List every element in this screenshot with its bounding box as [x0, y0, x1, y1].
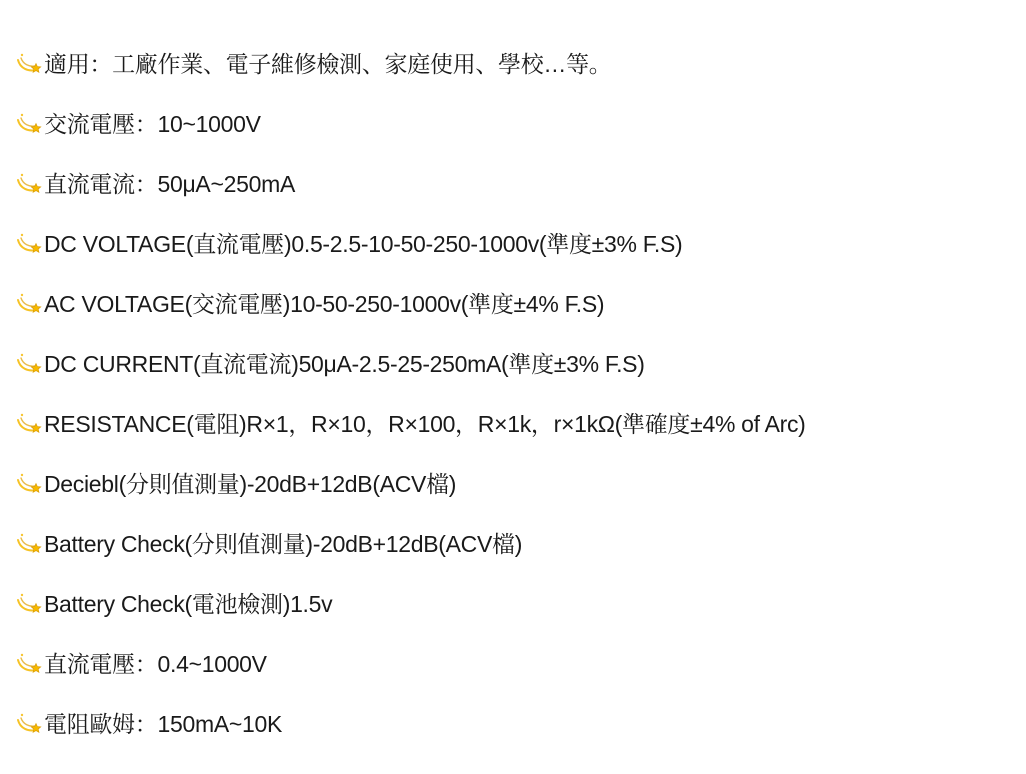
spec-item [14, 512, 1014, 572]
spec-item [14, 272, 1014, 332]
spec-item-text: 直流電壓：0.4~1000V [44, 650, 267, 677]
dizzy-star-icon [14, 408, 44, 436]
spec-item [14, 392, 1014, 452]
dizzy-star-icon [14, 588, 44, 616]
spec-item-text: 適用：工廠作業、電子維修檢測、家庭使用、學校…等。 [44, 50, 612, 77]
spec-item [14, 212, 1014, 272]
spec-item-text: Deciebl(分則值測量)-20dB+12dB(ACV檔) [44, 470, 457, 497]
dizzy-star-icon [14, 228, 44, 256]
spec-list [14, 32, 1014, 752]
spec-item-text: 直流電流：50μA~250mA [44, 170, 295, 197]
dizzy-star-icon [14, 468, 44, 496]
dizzy-star-icon [14, 648, 44, 676]
spec-item [14, 452, 1014, 512]
spec-item-text: DC CURRENT(直流電流)50μA-2.5-25-250mA(準度±3% F.S) [44, 350, 645, 377]
spec-item [14, 572, 1014, 632]
dizzy-star-icon [14, 48, 44, 76]
spec-item [14, 152, 1014, 212]
spec-item [14, 632, 1014, 692]
spec-item-text: 電阻歐姆：150mA~10K [44, 710, 283, 737]
spec-item-text: 交流電壓：10~1000V [44, 110, 261, 137]
dizzy-star-icon [14, 168, 44, 196]
dizzy-star-icon [14, 288, 44, 316]
dizzy-star-icon [14, 348, 44, 376]
spec-item [14, 332, 1014, 392]
spec-item-text: AC VOLTAGE(交流電壓)10-50-250-1000v(準度±4% F.S) [44, 290, 605, 317]
spec-item [14, 32, 1014, 92]
dizzy-star-icon [14, 528, 44, 556]
spec-item [14, 92, 1014, 152]
spec-item-text: DC VOLTAGE(直流電壓)0.5-2.5-10-50-250-1000v(準度±3% F.S) [44, 230, 683, 257]
spec-item-text: Battery Check(電池檢測)1.5v [44, 590, 333, 617]
spec-item-text: RESISTANCE(電阻)R×1，R×10，R×100，R×1k，r×1kΩ(準確度±4% of Arc) [44, 410, 806, 437]
dizzy-star-icon [14, 108, 44, 136]
spec-item-text: Battery Check(分則值測量)-20dB+12dB(ACV檔) [44, 530, 523, 557]
spec-item [14, 692, 1014, 752]
dizzy-star-icon [14, 708, 44, 736]
